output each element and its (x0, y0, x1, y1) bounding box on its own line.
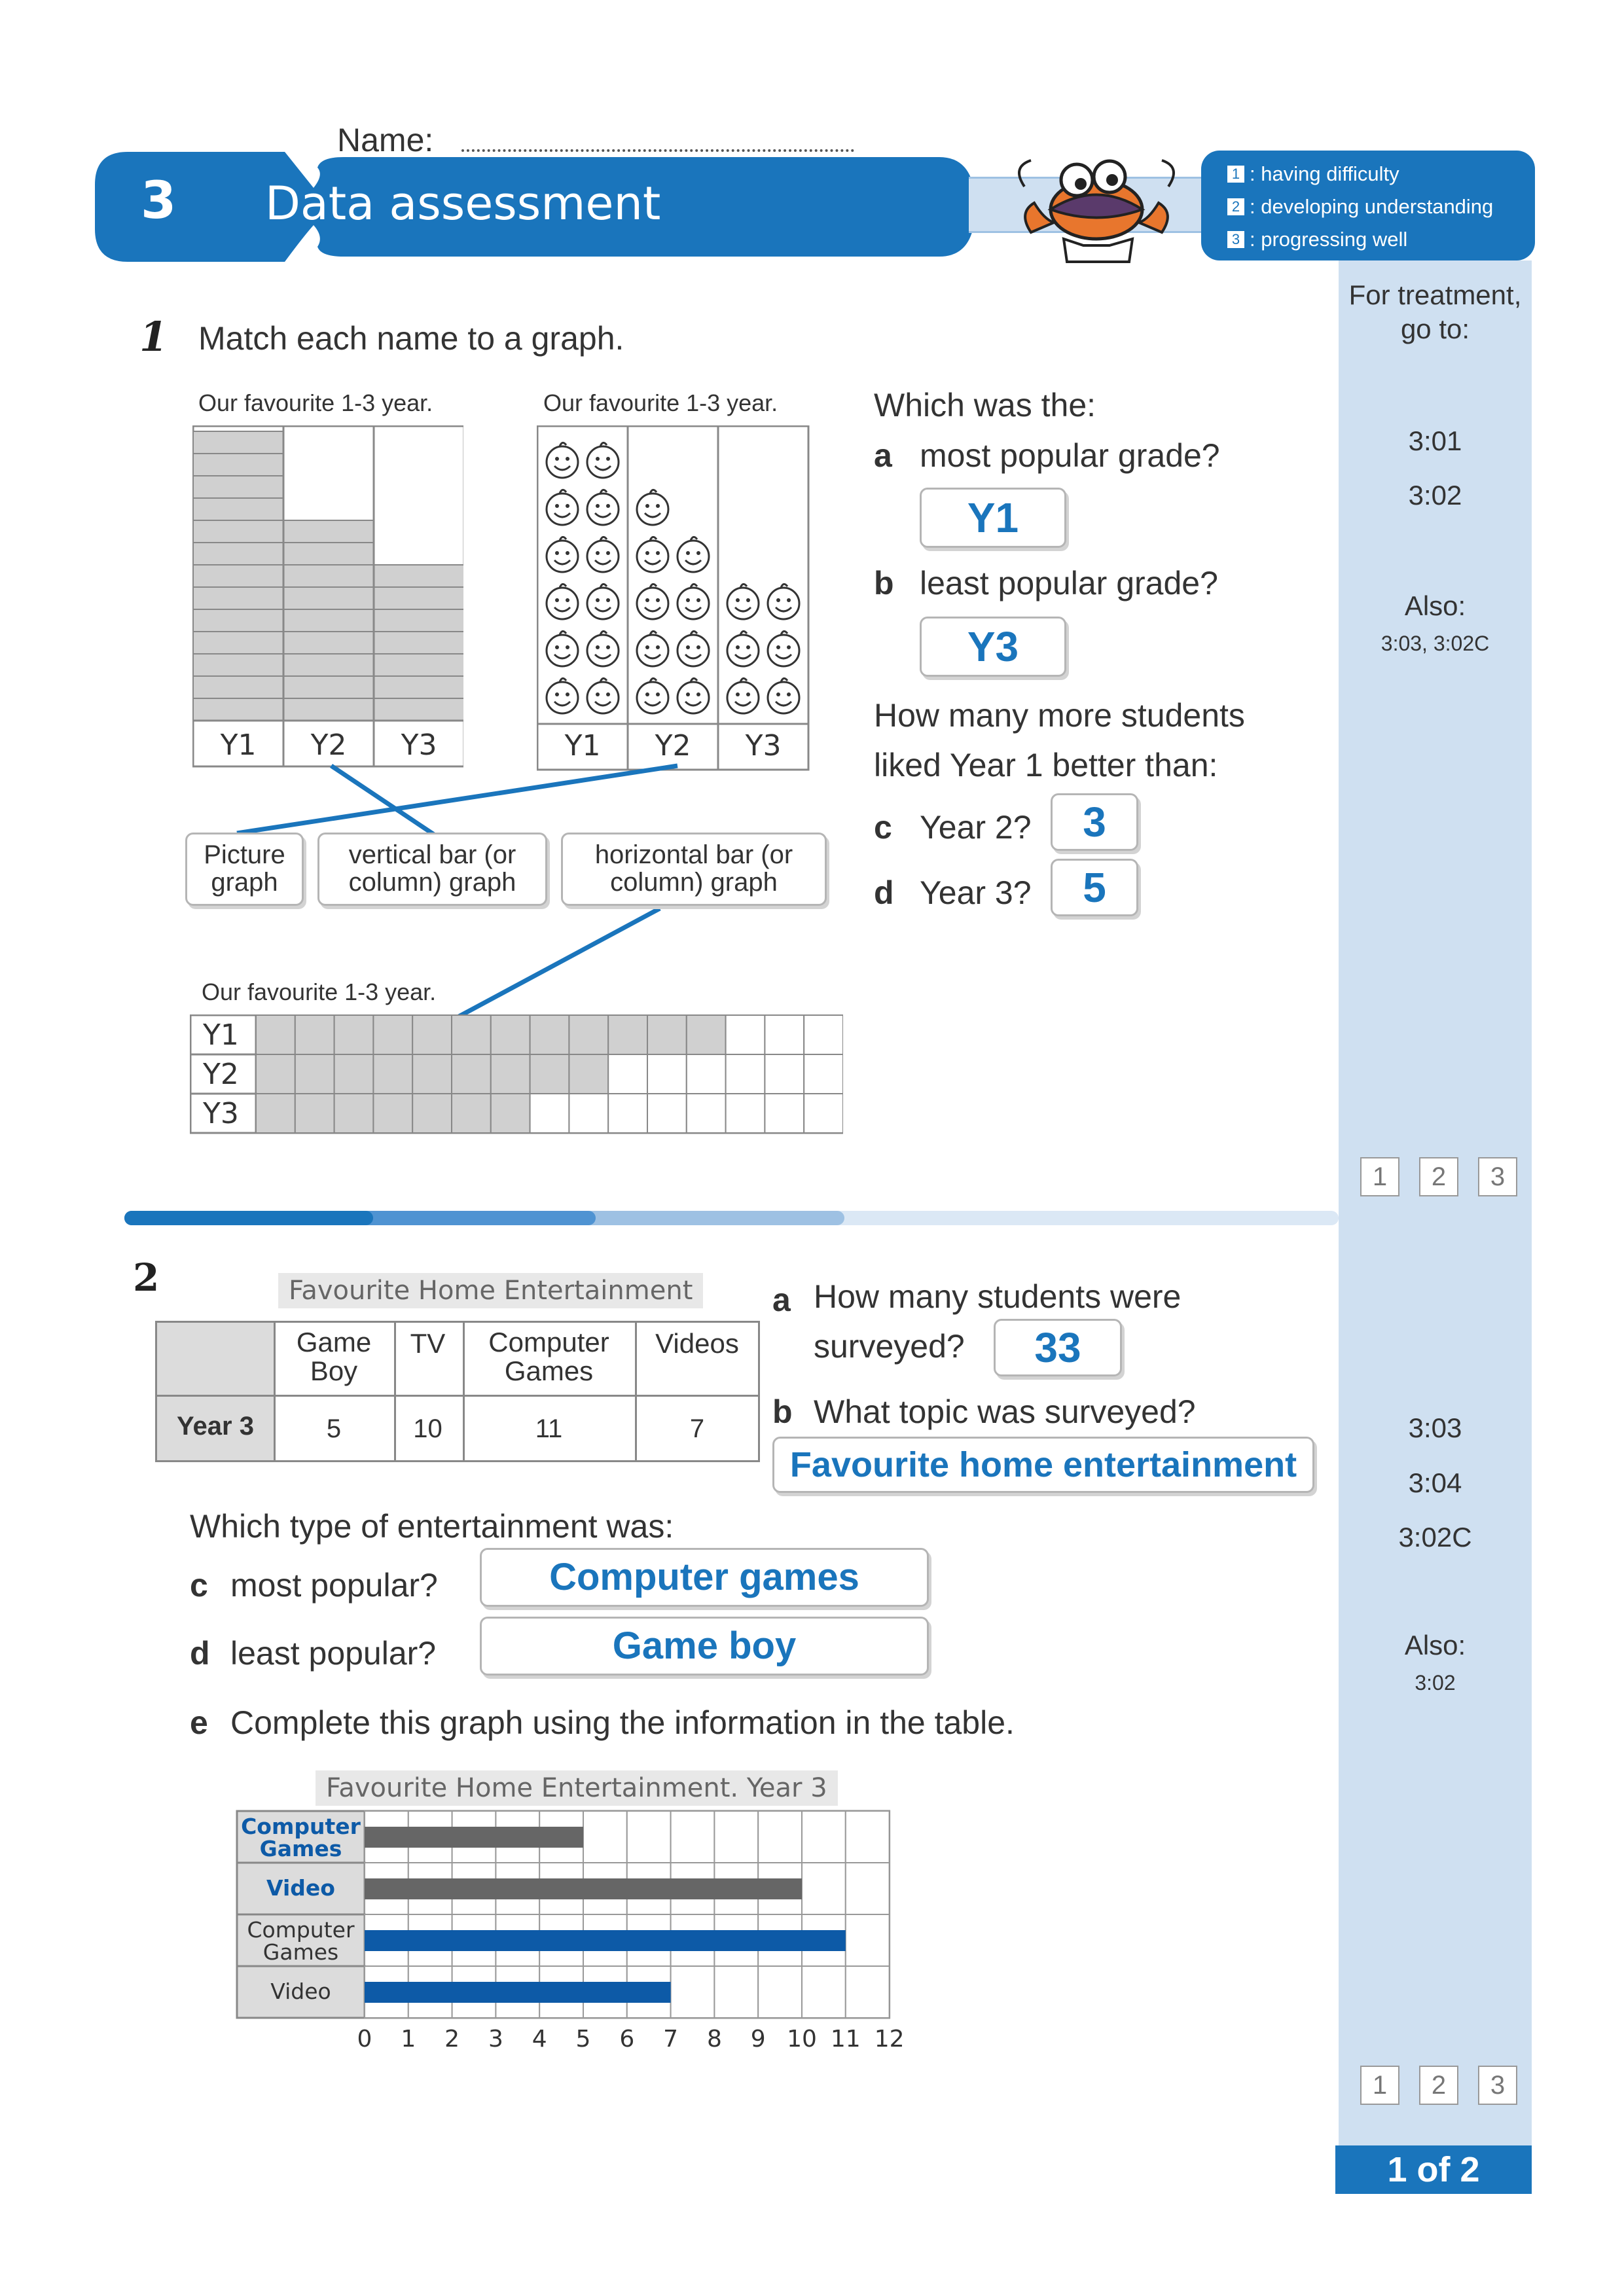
name-box-horizontal-bar-label: horizontal bar (or column) graph (594, 840, 793, 897)
hgraph-cell-empty (804, 1054, 843, 1094)
chart-bar (365, 1930, 846, 1951)
hgraph-cell-filled (452, 1094, 491, 1133)
vertical-bar-graph (192, 425, 463, 772)
q1-score-boxes (1360, 1157, 1524, 1196)
chart-x-tick: 5 (575, 2026, 591, 2053)
page-indicator (1335, 2145, 1532, 2194)
table-header-game-boy: Game Boy (296, 1327, 372, 1386)
hgraph-cell-filled (608, 1015, 647, 1054)
chart-x-tick: 10 (787, 2026, 817, 2053)
pgraph-label-y1: Y1 (564, 729, 601, 762)
q2-score-boxes (1360, 2066, 1524, 2105)
table-header-videos: Videos (655, 1328, 739, 1359)
hgraph-cell-empty (608, 1054, 647, 1094)
hgraph-cell-filled (687, 1015, 726, 1054)
q2d-letter: d (190, 1635, 210, 1672)
table-cell-computer-games: 11 (535, 1414, 563, 1443)
hgraph-label-y2: Y2 (203, 1058, 239, 1091)
chart-category-label: Computer Games (241, 1814, 361, 1861)
q2a-answer: 33 (1034, 1324, 1081, 1371)
hgraph-cell-filled (530, 1015, 569, 1054)
q2c-answer-box[interactable] (480, 1548, 929, 1607)
q1b-letter: b (874, 565, 894, 601)
q2-also-label: Also: (1404, 1630, 1466, 1660)
q1d-letter: d (874, 874, 894, 911)
q2b-text: What topic was surveyed? (814, 1393, 1196, 1430)
which-label: Which was the: (874, 387, 1096, 423)
q1-number: 1 (139, 313, 168, 361)
treatment-label: For treatment, go to: (1348, 279, 1522, 344)
hgraph-cell-filled (647, 1015, 687, 1054)
which-type-label: Which type of entertainment was: (190, 1508, 674, 1545)
chart-x-tick: 6 (619, 2026, 635, 2053)
chart-category-label: Computer Games (247, 1917, 355, 1965)
hgraph-cell-empty (726, 1015, 765, 1054)
chart-x-tick: 9 (750, 2026, 766, 2053)
page-title: Data assessment (265, 177, 661, 230)
q2-ref-3: 3:02C (1398, 1522, 1472, 1552)
vbar-label-y2: Y2 (310, 728, 347, 762)
hgraph-cell-filled (295, 1094, 334, 1133)
q1a-letter: a (874, 437, 892, 474)
hgraph-cell-empty (804, 1094, 843, 1133)
q2a-answer-box[interactable] (994, 1319, 1122, 1376)
q1b-text: least popular grade? (920, 565, 1218, 601)
name-box-horizontal-bar[interactable] (561, 833, 827, 906)
score-box-2[interactable]: 2 (1419, 2066, 1458, 2105)
hgraph-cell-filled (569, 1054, 608, 1094)
q2e-text: Complete this graph using the information in the table. (230, 1704, 1015, 1741)
q1-also: 3:03, 3:02C (1380, 632, 1490, 655)
hgraph-cell-filled (491, 1015, 530, 1054)
q1-ref-2: 3:02 (1408, 480, 1462, 511)
hgraph-cell-filled (412, 1054, 452, 1094)
hgraph-cell-filled (569, 1015, 608, 1054)
match-line-picture (237, 766, 677, 833)
name-label: Name: (337, 122, 434, 158)
q2-ref-1: 3:03 (1408, 1412, 1462, 1443)
q2d-text: least popular? (230, 1635, 437, 1672)
q2d-answer: Game boy (612, 1624, 797, 1667)
hgraph-cell-filled (256, 1094, 295, 1133)
chart-title: Favourite Home Entertainment. Year 3 (316, 1770, 838, 1806)
crab-mascot-icon (1005, 141, 1188, 272)
horizontal-graph-title: Our favourite 1-3 year. (202, 978, 437, 1005)
hgraph-cell-empty (765, 1094, 804, 1133)
chart-category-label: Video (266, 1875, 335, 1901)
q1d-answer: 5 (1083, 864, 1106, 911)
hgraph-cell-filled (452, 1054, 491, 1094)
score-box-2[interactable]: 2 (1419, 1157, 1458, 1196)
chart-bar (365, 1878, 802, 1899)
hgraph-cell-filled (256, 1054, 295, 1094)
chart-x-tick: 3 (488, 2026, 503, 2053)
q2c-answer: Computer games (549, 1556, 859, 1598)
section-number: 3 (141, 171, 177, 230)
name-box-picture-graph[interactable] (185, 833, 304, 906)
table-title: Favourite Home Entertainment (278, 1273, 703, 1308)
q2a-text: How many students were surveyed? (814, 1278, 1182, 1365)
chart-x-tick: 12 (874, 2026, 905, 2053)
hgraph-cell-filled (295, 1054, 334, 1094)
q2a-letter: a (772, 1282, 791, 1318)
name-box-vertical-bar[interactable] (317, 833, 547, 906)
pgraph-label-y3: Y3 (745, 729, 782, 762)
q1d-text: Year 3? (920, 874, 1032, 911)
pgraph-label-y2: Y2 (655, 729, 691, 762)
hgraph-cell-filled (256, 1015, 295, 1054)
q1-also-label: Also: (1404, 590, 1466, 621)
q2c-text: most popular? (230, 1567, 438, 1604)
q1c-answer-box[interactable] (1051, 793, 1138, 851)
q1a-text: most popular grade? (920, 437, 1220, 474)
vbar-bar-y2 (283, 520, 374, 721)
q2e-letter: e (190, 1704, 208, 1741)
score-box-3[interactable]: 3 (1478, 2066, 1517, 2105)
hgraph-cell-empty (687, 1054, 726, 1094)
chart-x-tick: 8 (706, 2026, 722, 2053)
chart-bar (365, 1827, 583, 1848)
hgraph-cell-filled (412, 1094, 452, 1133)
page-indicator-label: 1 of 2 (1387, 2150, 1480, 2189)
hgraph-cell-empty (608, 1094, 647, 1133)
q1-ref-1: 3:01 (1408, 425, 1462, 456)
vbar-label-y3: Y3 (401, 728, 437, 762)
match-line-horizontal (450, 908, 660, 1021)
q2b-letter: b (772, 1393, 793, 1430)
table-cell-videos: 7 (689, 1414, 705, 1443)
hgraph-cell-empty (530, 1094, 569, 1133)
q1c-answer: 3 (1083, 798, 1106, 846)
score-box-1[interactable]: 1 (1360, 2066, 1399, 2105)
vbar-label-y1: Y1 (220, 728, 257, 762)
legend-num-3: 3 (1227, 231, 1244, 248)
q2-number: 2 (133, 1255, 160, 1300)
picture-graph-title: Our favourite 1-3 year. (543, 389, 778, 416)
bar-graph-title: Our favourite 1-3 year. (198, 389, 433, 416)
q2c-letter: c (190, 1567, 208, 1604)
q1b-answer: Y3 (967, 623, 1019, 670)
hgraph-cell-empty (726, 1094, 765, 1133)
hgraph-cell-filled (373, 1015, 412, 1054)
hgraph-cell-filled (491, 1054, 530, 1094)
hgraph-cell-filled (334, 1015, 374, 1054)
q2-ref-2: 3:04 (1408, 1467, 1462, 1498)
chart-x-tick: 1 (401, 2026, 416, 2053)
legend-text-3: : progressing well (1250, 228, 1408, 251)
name-box-picture-graph-label: Picture graph (204, 840, 285, 897)
horizontal-bar-graph (190, 1014, 843, 1136)
table-row-label: Year 3 (157, 1397, 274, 1460)
q2b-answer-box[interactable] (772, 1437, 1314, 1493)
name-box-vertical-bar-label: vertical bar (or column) graph (348, 840, 516, 897)
match-line-vertical (331, 766, 434, 834)
hgraph-cell-empty (765, 1015, 804, 1054)
q2b-answer: Favourite home entertainment (789, 1445, 1297, 1484)
chart-x-tick: 7 (663, 2026, 679, 2053)
hgraph-cell-empty (647, 1094, 687, 1133)
chart-x-tick: 0 (357, 2026, 372, 2053)
chart-x-tick: 11 (830, 2026, 861, 2053)
table-header-computer-games: Computer Games (488, 1327, 609, 1386)
hgraph-cell-filled (530, 1054, 569, 1094)
hgraph-cell-empty (726, 1054, 765, 1094)
chart-x-tick: 4 (532, 2026, 547, 2053)
hgraph-cell-filled (452, 1015, 491, 1054)
pgraph-frame (537, 426, 808, 770)
hgraph-label-y3: Y3 (203, 1097, 239, 1130)
hgraph-cell-filled (491, 1094, 530, 1133)
hgraph-cell-filled (412, 1015, 452, 1054)
how-many-text: How many more students liked Year 1 better than: (874, 697, 1245, 783)
hgraph-cell-filled (295, 1015, 334, 1054)
chart-bar (365, 1982, 671, 2003)
sidebar (1339, 260, 1532, 2191)
q1d-answer-box[interactable] (1051, 859, 1138, 916)
q1-prompt: Match each name to a graph. (198, 320, 624, 357)
hgraph-cell-empty (687, 1094, 726, 1133)
q1a-answer-box[interactable] (920, 488, 1066, 548)
legend-text-1: : having difficulty (1250, 162, 1399, 185)
entertainment-bar-chart (236, 1810, 916, 2058)
q2-also: 3:02 (1415, 1671, 1456, 1695)
hgraph-cell-filled (334, 1054, 374, 1094)
picture-graph (537, 425, 810, 771)
table-header-tv: TV (410, 1328, 446, 1359)
chart-category-label: Video (270, 1979, 331, 2004)
hgraph-cell-filled (334, 1094, 374, 1133)
vbar-bar-y3 (374, 565, 463, 721)
hgraph-label-y1: Y1 (203, 1018, 239, 1052)
hgraph-cell-empty (647, 1054, 687, 1094)
score-box-3[interactable]: 3 (1478, 1157, 1517, 1196)
hgraph-cell-empty (804, 1015, 843, 1054)
title-banner (95, 152, 975, 262)
q1b-answer-box[interactable] (920, 617, 1066, 677)
legend-text-2: : developing understanding (1250, 195, 1494, 218)
score-box-1[interactable]: 1 (1360, 1157, 1399, 1196)
difficulty-legend (1201, 151, 1535, 260)
section-divider (124, 1211, 1339, 1225)
q2d-answer-box[interactable] (480, 1617, 929, 1676)
hgraph-cell-empty (569, 1094, 608, 1133)
table-cell-game-boy: 5 (326, 1414, 342, 1443)
hgraph-cell-filled (373, 1054, 412, 1094)
hgraph-cell-empty (765, 1054, 804, 1094)
legend-num-1: 1 (1227, 166, 1244, 183)
vbar-bar-y1 (193, 431, 283, 721)
legend-num-2: 2 (1227, 198, 1244, 215)
q1c-letter: c (874, 809, 892, 846)
q1c-text: Year 2? (920, 809, 1032, 846)
table-cell-tv: 10 (413, 1414, 442, 1443)
chart-x-tick: 2 (444, 2026, 460, 2053)
q1a-answer: Y1 (967, 494, 1019, 541)
hgraph-cell-filled (373, 1094, 412, 1133)
entertainment-table (155, 1321, 760, 1462)
